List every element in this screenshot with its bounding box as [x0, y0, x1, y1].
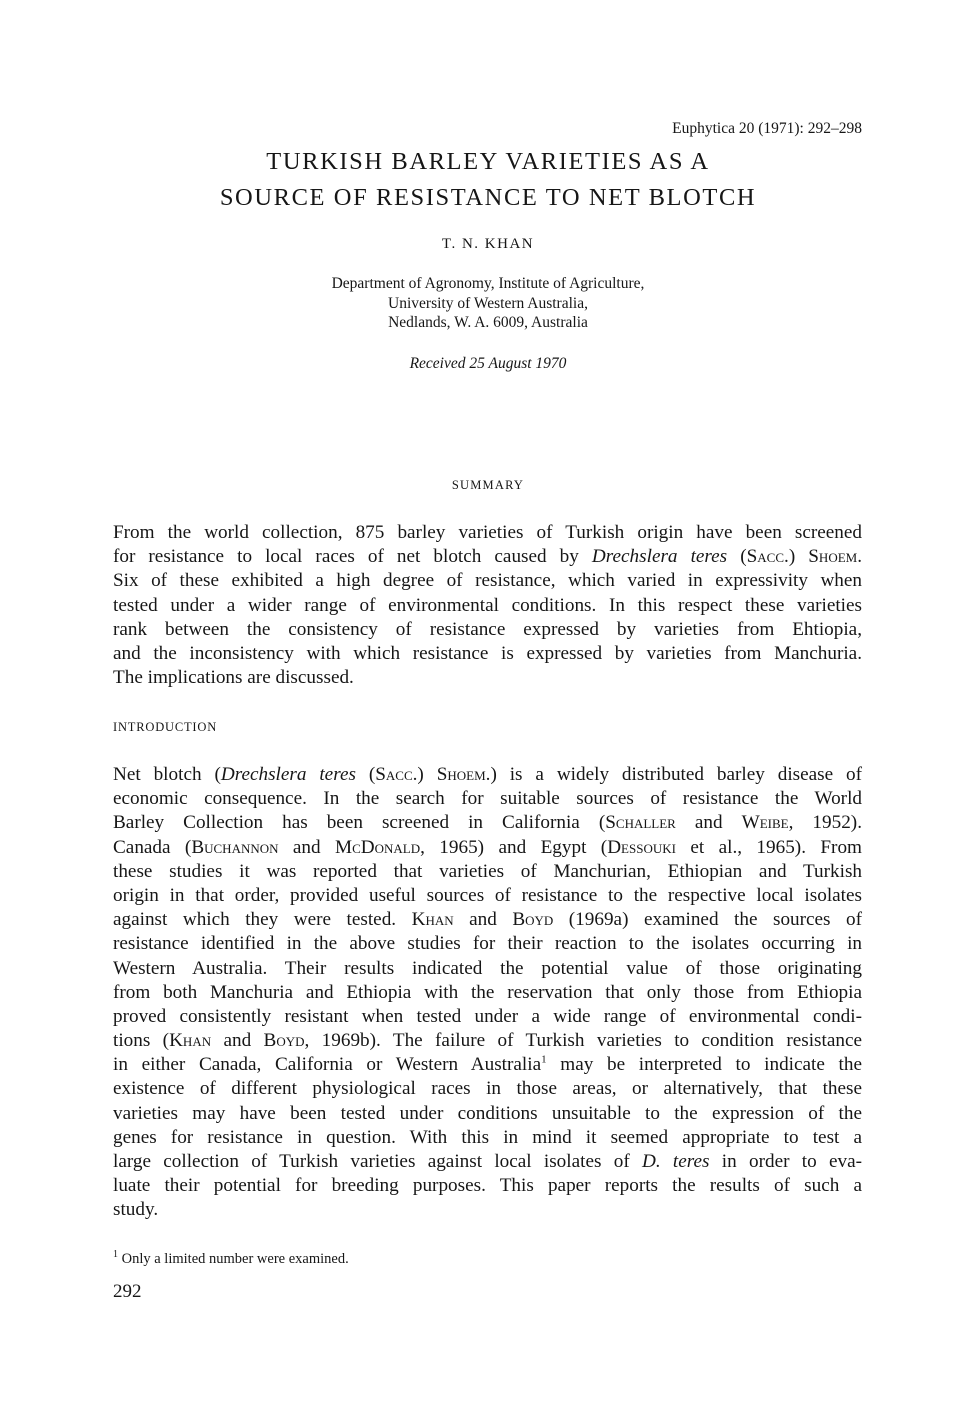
title-line-2: SOURCE OF RESISTANCE TO NET BLOTCH	[219, 184, 757, 211]
text-line: Net blotch (Drechslera teres (Sacc.) Shoem.) is a widely distributed barley disease of	[113, 764, 862, 785]
introduction-paragraph	[113, 763, 862, 1223]
text-line: proved consistently resistant when tested under a wide range of environmental condi-	[113, 1005, 862, 1027]
author: T. N. KHAN	[441, 236, 535, 252]
text-line: Six of these exhibited a high degree of resistance, which varied in expressivity when	[113, 570, 862, 592]
text-line: tested under a wider range of environmental conditions. In this respect these varieties	[113, 594, 862, 616]
received-date: Received 25 August 1970	[409, 355, 567, 372]
text-line: rank between the consistency of resistance expressed by varieties from Ehtiopia,	[113, 618, 862, 640]
page-number: 292	[113, 1281, 142, 1302]
introduction-heading: INTRODUCTION	[113, 720, 218, 734]
text-line: Barley Collection has been screened in California (Schaller and Weibe, 1952).	[113, 812, 862, 834]
small-caps-name: Khan	[169, 1030, 212, 1052]
footnote	[113, 1251, 349, 1268]
small-caps-name: Boyd	[263, 1030, 305, 1052]
text-line: The implications are discussed.	[113, 667, 354, 689]
journal-reference: Euphytica 20 (1971): 292–298	[672, 120, 862, 137]
text-line: against which they were tested. Khan and Boyd (1969a) examined the sources of	[113, 909, 862, 931]
text-line: and the inconsistency with which resistance is expressed by varieties from Manchuria.	[113, 642, 862, 664]
text-line: Western Australia. Their results indicated the potential value of those originating	[113, 957, 862, 979]
text-line: luate their potential for breeding purposes. This paper reports the results of such a	[113, 1175, 862, 1197]
footnote-text: Only a limited number were examined.	[121, 1251, 349, 1267]
text-line: in either Canada, California or Western Australia$^1$ may be interpreted to indicate the	[113, 1053, 862, 1076]
small-caps-name: Shoem.	[808, 546, 863, 568]
small-caps-name: Sacc.	[375, 764, 418, 785]
small-caps-name: Sacc.	[746, 546, 789, 568]
italic-text: D. teres	[641, 1151, 710, 1172]
affiliation	[0, 274, 976, 333]
text-line: Canada (Buchannon and McDonald, 1965) and Egypt (Dessouki et al., 1965). From	[113, 836, 862, 858]
text-line: genes for resistance in question. With this in mind it seemed appropriate to test a	[113, 1126, 862, 1148]
small-caps-name: Dessouki	[607, 836, 676, 858]
small-caps-name: McDonald	[335, 836, 421, 858]
italic-text: Drechslera teres	[220, 764, 356, 785]
affiliation-line: Nedlands, W. A. 6009, Australia	[388, 314, 588, 331]
text-line: existence of different physiological races in those areas, or alternatively, that these	[113, 1078, 862, 1100]
small-caps-name: Weibe	[741, 812, 789, 834]
small-caps-name: Schaller	[605, 812, 676, 834]
summary-paragraph	[113, 521, 862, 690]
text-line: economic consequence. In the search for suitable sources of resistance the World	[113, 788, 862, 810]
text-line: varieties may have been tested under conditions unsuitable to the expression of the	[113, 1102, 862, 1124]
small-caps-name: Buchannon	[191, 836, 279, 858]
text-line: these studies it was reported that varieties of Manchurian, Ethiopian and Turkish	[113, 860, 862, 882]
text-line: study.	[113, 1199, 159, 1221]
text-line: resistance identified in the above studies for their reaction to the isolates occurring in	[113, 933, 862, 955]
text-line: for resistance to local races of net blotch caused by Drechslera teres (Sacc.) Shoem.	[113, 546, 863, 568]
text-line: tions (Khan and Boyd, 1969b). The failure of Turkish varieties to condition resistance	[113, 1030, 862, 1052]
affiliation-line: University of Western Australia,	[388, 294, 588, 312]
small-caps-name: Khan	[411, 909, 454, 931]
summary-heading: SUMMARY	[451, 478, 525, 492]
italic-text: Drechslera teres	[591, 546, 728, 568]
affiliation-line: Department of Agronomy, Institute of Agriculture,	[331, 275, 645, 292]
text-line: large collection of Turkish varieties against local isolates of D. teres in order to eva-	[113, 1151, 862, 1172]
small-caps-name: Boyd	[512, 909, 554, 931]
text-line: origin in that order, provided useful sources of resistance to the respective local isolates	[113, 884, 862, 906]
footnote-mark: 1	[113, 1249, 118, 1261]
footnote-reference: 1	[541, 1053, 547, 1066]
text-line: From the world collection, 875 barley varieties of Turkish origin have been screened	[113, 522, 862, 543]
title-line-1: TURKISH BARLEY VARIETIES AS A	[266, 148, 710, 175]
text-line: from both Manchuria and Ethiopia with the reservation that only those from Ethiopia	[113, 981, 862, 1003]
small-caps-name: Shoem.	[436, 764, 491, 785]
